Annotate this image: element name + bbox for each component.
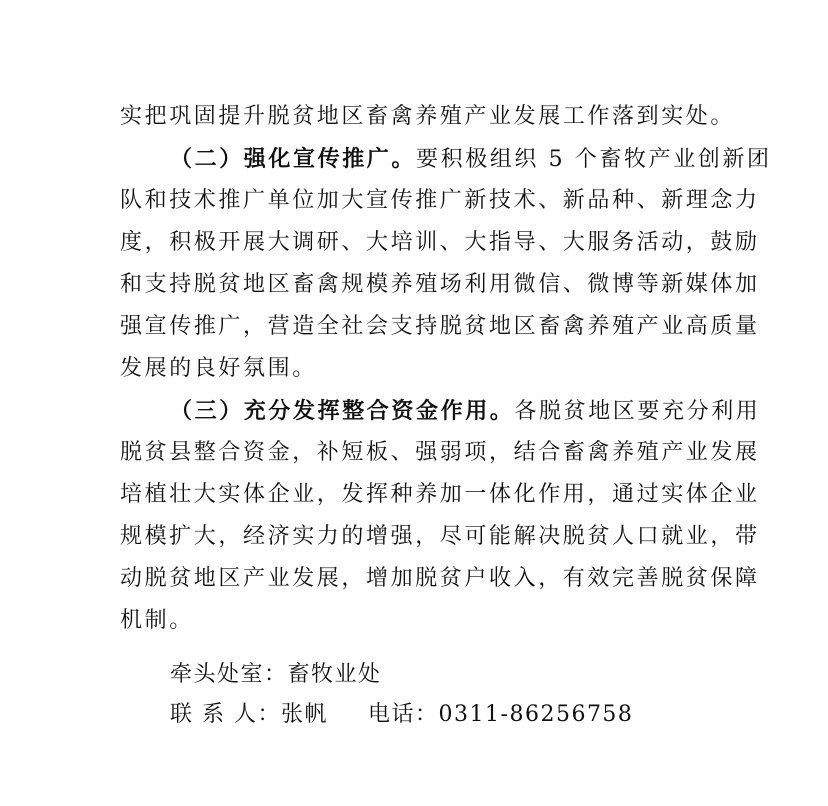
phone-label: 电话：: [368, 702, 439, 727]
section-2-line-2: 队和技术推广单位加大宣传推广新技术、新品种、新理念力: [120, 188, 760, 213]
section-3-line-5: 动脱贫地区产业发展，增加脱贫户收入，有效完善脱贫保障: [120, 566, 760, 591]
contact-label: 联 系 人：: [170, 702, 281, 727]
section-3-line-2: 脱贫县整合资金，补短板、强弱项，结合畜禽养殖产业发展: [120, 440, 760, 465]
section-2-line-1: [170, 144, 772, 175]
contact-line: [170, 700, 633, 730]
section-2-line-1-text: 要积极组织 5 个畜牧产业创新团: [416, 147, 772, 172]
phone-number: 0311-86256758: [438, 702, 634, 727]
section-2-line-6: 发展的良好氛围。: [120, 356, 317, 381]
lead-office-label: 牵头处室：: [170, 662, 288, 687]
section-3-line-1-text: 各脱贫地区要充分利用: [514, 399, 761, 424]
section-2-line-5: 强宣传推广，营造全社会支持脱贫地区畜禽养殖产业高质量: [120, 314, 760, 339]
section-3-line-4: 规模扩大，经济实力的增强，尽可能解决脱贫人口就业，带: [120, 524, 760, 549]
contact-name: 张帆: [281, 702, 329, 727]
section-2-line-3: 度，积极开展大调研、大培训、大指导、大服务活动，鼓励: [120, 230, 760, 255]
section-3-heading: （三）充分发挥整合资金作用。: [170, 398, 515, 424]
section-3-line-1: [170, 396, 761, 427]
intro-line-1: 实把巩固提升脱贫地区畜禽养殖产业发展工作落到实处。: [120, 104, 736, 129]
section-3-line-3: 培植壮大实体企业，发挥种养加一体化作用，通过实体企业: [120, 482, 760, 507]
lead-office-line: [170, 660, 382, 690]
section-2-heading: （二）强化宣传推广。: [170, 146, 417, 172]
section-2-line-4: 和支持脱贫地区畜禽规模养殖场利用微信、微博等新媒体加: [120, 272, 760, 297]
lead-office-value: 畜牧业处: [287, 662, 382, 687]
section-3-line-6: 机制。: [120, 608, 194, 633]
